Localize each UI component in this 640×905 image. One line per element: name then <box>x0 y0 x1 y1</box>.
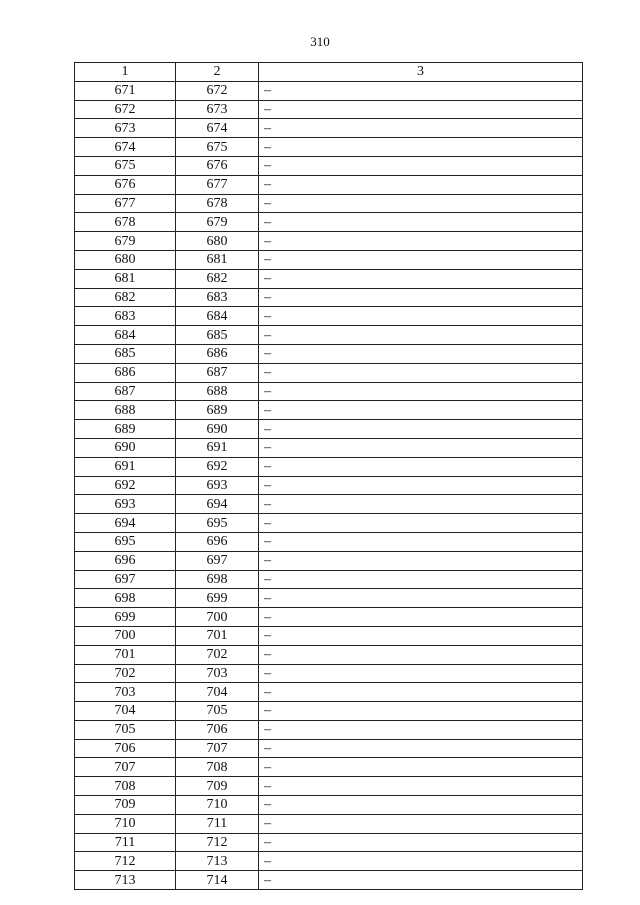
table-cell-col1: 694 <box>75 514 176 533</box>
table-cell-col1: 699 <box>75 608 176 627</box>
table-row <box>75 551 583 570</box>
table-cell-col2: 704 <box>176 683 259 702</box>
table-cell-col2: 714 <box>176 871 259 890</box>
table-row <box>75 288 583 307</box>
table-cell-col1: 681 <box>75 269 176 288</box>
table-row <box>75 796 583 815</box>
table-cell-col1: 690 <box>75 438 176 457</box>
table-cell-col2: 692 <box>176 457 259 476</box>
table-cell-col2: 706 <box>176 720 259 739</box>
table-cell-col3: – <box>259 401 583 420</box>
table-cell-col3: – <box>259 269 583 288</box>
table-cell-col1: 677 <box>75 194 176 213</box>
table-cell-col3: – <box>259 871 583 890</box>
table-cell-col3: – <box>259 420 583 439</box>
table-cell-col2: 701 <box>176 626 259 645</box>
table-row <box>75 664 583 683</box>
table-row <box>75 758 583 777</box>
table-row <box>75 570 583 589</box>
table-cell-col3: – <box>259 702 583 721</box>
table-cell-col2: 710 <box>176 796 259 815</box>
table-row <box>75 344 583 363</box>
table-cell-col2: 703 <box>176 664 259 683</box>
table-header-row <box>75 63 583 82</box>
table-row <box>75 720 583 739</box>
table-cell-col1: 688 <box>75 401 176 420</box>
table-cell-col1: 710 <box>75 814 176 833</box>
table-cell-col3: – <box>259 363 583 382</box>
table-cell-col3: – <box>259 438 583 457</box>
table-cell-col2: 682 <box>176 269 259 288</box>
table-cell-col1: 707 <box>75 758 176 777</box>
table-cell-col1: 678 <box>75 213 176 232</box>
table-cell-col1: 697 <box>75 570 176 589</box>
table-cell-col3: – <box>259 119 583 138</box>
table-row <box>75 194 583 213</box>
table-row <box>75 852 583 871</box>
table-cell-col2: 700 <box>176 608 259 627</box>
table-cell-col3: – <box>259 250 583 269</box>
table-row <box>75 213 583 232</box>
table-cell-col3: – <box>259 626 583 645</box>
table-cell-col3: – <box>259 232 583 251</box>
table-cell-col3: – <box>259 777 583 796</box>
table-row <box>75 739 583 758</box>
table-row <box>75 81 583 100</box>
table-cell-col1: 695 <box>75 532 176 551</box>
table-cell-col3: – <box>259 739 583 758</box>
table-cell-col3: – <box>259 532 583 551</box>
table-body <box>75 81 583 889</box>
table-cell-col3: – <box>259 495 583 514</box>
table-cell-col2: 684 <box>176 307 259 326</box>
table-row <box>75 438 583 457</box>
table-cell-col1: 671 <box>75 81 176 100</box>
table-cell-col3: – <box>259 213 583 232</box>
table-cell-col2: 687 <box>176 363 259 382</box>
table-row <box>75 363 583 382</box>
table-cell-col2: 673 <box>176 100 259 119</box>
table-cell-col1: 701 <box>75 645 176 664</box>
table-row <box>75 495 583 514</box>
table-cell-col2: 694 <box>176 495 259 514</box>
table-cell-col3: – <box>259 344 583 363</box>
table-cell-col1: 673 <box>75 119 176 138</box>
table-row <box>75 871 583 890</box>
table-cell-col3: – <box>259 382 583 401</box>
table-row <box>75 777 583 796</box>
table-cell-col2: 675 <box>176 138 259 157</box>
table-cell-col2: 679 <box>176 213 259 232</box>
table-row <box>75 100 583 119</box>
table-row <box>75 326 583 345</box>
table-row <box>75 626 583 645</box>
table-cell-col3: – <box>259 476 583 495</box>
table-row <box>75 645 583 664</box>
table-cell-col3: – <box>259 852 583 871</box>
table-cell-col3: – <box>259 589 583 608</box>
table-cell-col2: 699 <box>176 589 259 608</box>
table-cell-col3: – <box>259 307 583 326</box>
table-cell-col3: – <box>259 570 583 589</box>
table-cell-col1: 711 <box>75 833 176 852</box>
table-cell-col1: 685 <box>75 344 176 363</box>
table-cell-col2: 676 <box>176 156 259 175</box>
table-row <box>75 608 583 627</box>
table-cell-col1: 675 <box>75 156 176 175</box>
table-cell-col2: 702 <box>176 645 259 664</box>
table-cell-col1: 698 <box>75 589 176 608</box>
table-cell-col1: 676 <box>75 175 176 194</box>
table-cell-col1: 713 <box>75 871 176 890</box>
table-cell-col1: 704 <box>75 702 176 721</box>
table-cell-col2: 705 <box>176 702 259 721</box>
table-row <box>75 589 583 608</box>
table-cell-col3: – <box>259 138 583 157</box>
table-cell-col2: 680 <box>176 232 259 251</box>
table-cell-col1: 679 <box>75 232 176 251</box>
table-cell-col3: – <box>259 683 583 702</box>
table-cell-col3: – <box>259 457 583 476</box>
table-cell-col3: – <box>259 796 583 815</box>
table-cell-col3: – <box>259 608 583 627</box>
table-row <box>75 138 583 157</box>
table-cell-col2: 677 <box>176 175 259 194</box>
table-row <box>75 532 583 551</box>
table-cell-col1: 705 <box>75 720 176 739</box>
table-row <box>75 382 583 401</box>
table-cell-col1: 696 <box>75 551 176 570</box>
table-row <box>75 156 583 175</box>
table-cell-col1: 693 <box>75 495 176 514</box>
table-cell-col1: 687 <box>75 382 176 401</box>
table-cell-col1: 708 <box>75 777 176 796</box>
table-cell-col1: 712 <box>75 852 176 871</box>
table-cell-col2: 674 <box>176 119 259 138</box>
table-row <box>75 814 583 833</box>
table-row <box>75 307 583 326</box>
table-cell-col2: 712 <box>176 833 259 852</box>
table-cell-col2: 689 <box>176 401 259 420</box>
column-header-2: 2 <box>176 63 259 82</box>
table-cell-col2: 698 <box>176 570 259 589</box>
table-cell-col3: – <box>259 326 583 345</box>
table-cell-col1: 684 <box>75 326 176 345</box>
table-row <box>75 457 583 476</box>
table-cell-col3: – <box>259 81 583 100</box>
table-cell-col2: 685 <box>176 326 259 345</box>
page-number: 310 <box>310 34 330 49</box>
table-cell-col3: – <box>259 175 583 194</box>
table-row <box>75 232 583 251</box>
table-cell-col2: 708 <box>176 758 259 777</box>
table-row <box>75 833 583 852</box>
table-cell-col3: – <box>259 156 583 175</box>
table-row <box>75 401 583 420</box>
table-cell-col2: 681 <box>176 250 259 269</box>
table-cell-col3: – <box>259 514 583 533</box>
table-cell-col2: 707 <box>176 739 259 758</box>
table-cell-col2: 672 <box>176 81 259 100</box>
table-cell-col3: – <box>259 758 583 777</box>
table-cell-col1: 682 <box>75 288 176 307</box>
table-cell-col1: 709 <box>75 796 176 815</box>
table-row <box>75 250 583 269</box>
table-cell-col2: 709 <box>176 777 259 796</box>
table-row <box>75 175 583 194</box>
table-cell-col1: 680 <box>75 250 176 269</box>
table-row <box>75 683 583 702</box>
table-cell-col3: – <box>259 833 583 852</box>
table-cell-col2: 711 <box>176 814 259 833</box>
table-cell-col2: 695 <box>176 514 259 533</box>
table-cell-col3: – <box>259 194 583 213</box>
table-row <box>75 269 583 288</box>
table-cell-col2: 691 <box>176 438 259 457</box>
table-row <box>75 702 583 721</box>
table-cell-col3: – <box>259 645 583 664</box>
table-cell-col1: 689 <box>75 420 176 439</box>
table-cell-col3: – <box>259 814 583 833</box>
table-cell-col2: 690 <box>176 420 259 439</box>
table-cell-col2: 697 <box>176 551 259 570</box>
table-cell-col2: 686 <box>176 344 259 363</box>
table-cell-col1: 700 <box>75 626 176 645</box>
table-cell-col3: – <box>259 551 583 570</box>
table-row <box>75 119 583 138</box>
table-cell-col1: 702 <box>75 664 176 683</box>
column-header-1: 1 <box>75 63 176 82</box>
table-cell-col2: 693 <box>176 476 259 495</box>
table-cell-col2: 696 <box>176 532 259 551</box>
table-cell-col3: – <box>259 100 583 119</box>
column-header-3: 3 <box>259 63 583 82</box>
data-table <box>74 62 583 890</box>
table-cell-col2: 713 <box>176 852 259 871</box>
table-cell-col1: 686 <box>75 363 176 382</box>
table-cell-col2: 678 <box>176 194 259 213</box>
table-cell-col1: 692 <box>75 476 176 495</box>
table-row <box>75 476 583 495</box>
table-cell-col1: 674 <box>75 138 176 157</box>
table-cell-col3: – <box>259 720 583 739</box>
table-cell-col1: 706 <box>75 739 176 758</box>
table-cell-col2: 683 <box>176 288 259 307</box>
table-row <box>75 514 583 533</box>
table-cell-col3: – <box>259 664 583 683</box>
table-cell-col1: 691 <box>75 457 176 476</box>
table-cell-col3: – <box>259 288 583 307</box>
table-cell-col1: 703 <box>75 683 176 702</box>
table-cell-col2: 688 <box>176 382 259 401</box>
table-cell-col1: 672 <box>75 100 176 119</box>
table-row <box>75 420 583 439</box>
table-cell-col1: 683 <box>75 307 176 326</box>
